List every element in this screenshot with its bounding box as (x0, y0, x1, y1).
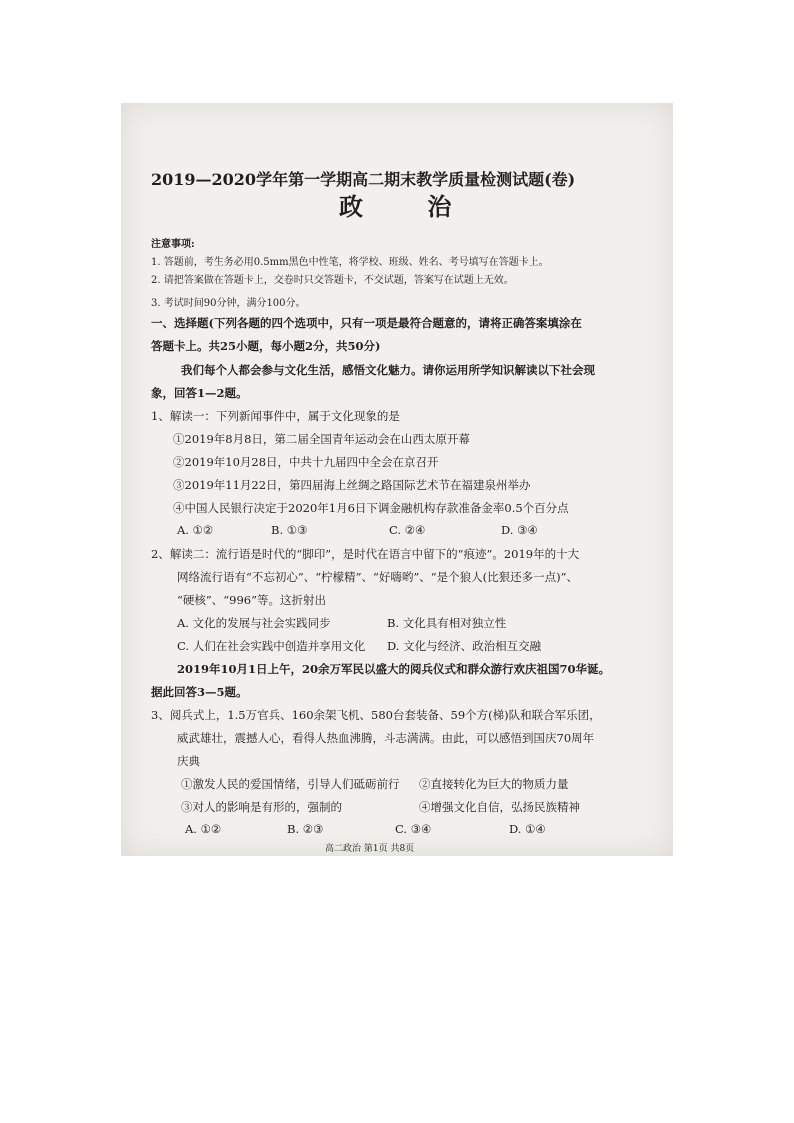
q1-item-2: ②2019年10月28日，中共十九届四中全会在京召开 (173, 455, 439, 469)
q1-item-3: ③2019年11月22日，第四届海上丝绸之路国际艺术节在福建泉州举办 (173, 478, 531, 492)
notice-item-1: 1. 答题前，考生务必用0.5mm黑色中性笔，将学校、班级、姓名、考号填写在答题卡上。 (151, 257, 549, 268)
intro1-line1: 我们每个人都会参与文化生活，感悟文化魅力。请你运用所学知识解读以下社会现 (181, 363, 595, 377)
q3-option-a: A. ①② (185, 822, 222, 836)
section-heading-line1: 一、选择题(下列各题的四个选项中，只有一项是最符合题意的，请将正确答案填涂在 (151, 316, 582, 330)
q1-item-4: ④中国人民银行决定于2020年1月6日下调金融机构存款准备金率0.5个百分点 (173, 501, 569, 515)
q3-stem-line2: 威武雄壮，震撼人心，看得人热血沸腾，斗志满满。由此，可以感悟到国庆70周年 (177, 731, 595, 745)
q1-option-b: B. ①③ (271, 523, 308, 537)
q2-stem-line3: “硬核”、“996”等。这折射出 (177, 593, 326, 607)
notice-heading: 注意事项: (151, 239, 195, 250)
exam-paper-sheet (121, 103, 673, 856)
q3-stem-line3: 庆典 (177, 754, 200, 768)
exam-title: 2019—2020学年第一学期高二期末教学质量检测试题(卷) (151, 170, 576, 189)
q3-option-d: D. ①④ (509, 822, 546, 836)
q2-option-b: B. 文化具有相对独立性 (387, 616, 507, 630)
intro2-line2: 据此回答3—5题。 (151, 685, 248, 699)
q1-option-d: D. ③④ (501, 523, 538, 537)
q1-item-1: ①2019年8月8日，第二届全国青年运动会在山西太原开幕 (173, 432, 470, 446)
notice-item-2: 2. 请把答案做在答题卡上，交卷时只交答题卡，不交试题，答案写在试题上无效。 (151, 275, 514, 286)
q2-option-a: A. 文化的发展与社会实践同步 (177, 616, 331, 630)
q2-stem-line1: 2、解读二：流行语是时代的“脚印”，是时代在语言中留下的“痕迹”。2019年的十大 (151, 547, 580, 561)
q2-option-d: D. 文化与经济、政治相互交融 (387, 639, 542, 653)
q3-stem-line1: 3、阅兵式上，1.5万官兵、160余架飞机、580台套装备、59个方(梯)队和联合军乐团， (151, 708, 601, 722)
q1-option-c: C. ②④ (389, 523, 426, 537)
q3-option-c: C. ③④ (395, 822, 432, 836)
q1-stem: 1、解读一：下列新闻事件中，属于文化现象的是 (151, 409, 400, 423)
intro2-line1: 2019年10月1日上午，20余万军民以盛大的阅兵仪式和群众游行欢庆祖国70华诞。 (177, 662, 611, 676)
section-heading-line2: 答题卡上。共25小题，每小题2分，共50分) (151, 339, 381, 353)
q3-item-1: ①激发人民的爱国情绪，引导人们砥砺前行 (181, 777, 400, 791)
subject-title: 政 治 (339, 192, 480, 221)
q1-option-a: A. ①② (177, 523, 214, 537)
q3-item-4: ④增强文化自信，弘扬民族精神 (419, 800, 580, 814)
q3-option-b: B. ②③ (287, 822, 324, 836)
notice-item-3: 3. 考试时间90分钟，满分100分。 (151, 298, 306, 309)
q3-item-2: ②直接转化为巨大的物质力量 (419, 777, 569, 791)
intro1-line2: 象，回答1—2题。 (151, 386, 248, 400)
q2-stem-line2: 网络流行语有“不忘初心”、“柠檬精”、“好嗨哟”、“是个狼人(比狠还多一点)”、 (177, 570, 579, 584)
q2-option-c: C. 人们在社会实践中创造并享用文化 (177, 639, 366, 653)
page-footer: 高二政治 第1页 共8页 (325, 844, 415, 854)
q3-item-3: ③对人的影响是有形的，强制的 (181, 800, 342, 814)
